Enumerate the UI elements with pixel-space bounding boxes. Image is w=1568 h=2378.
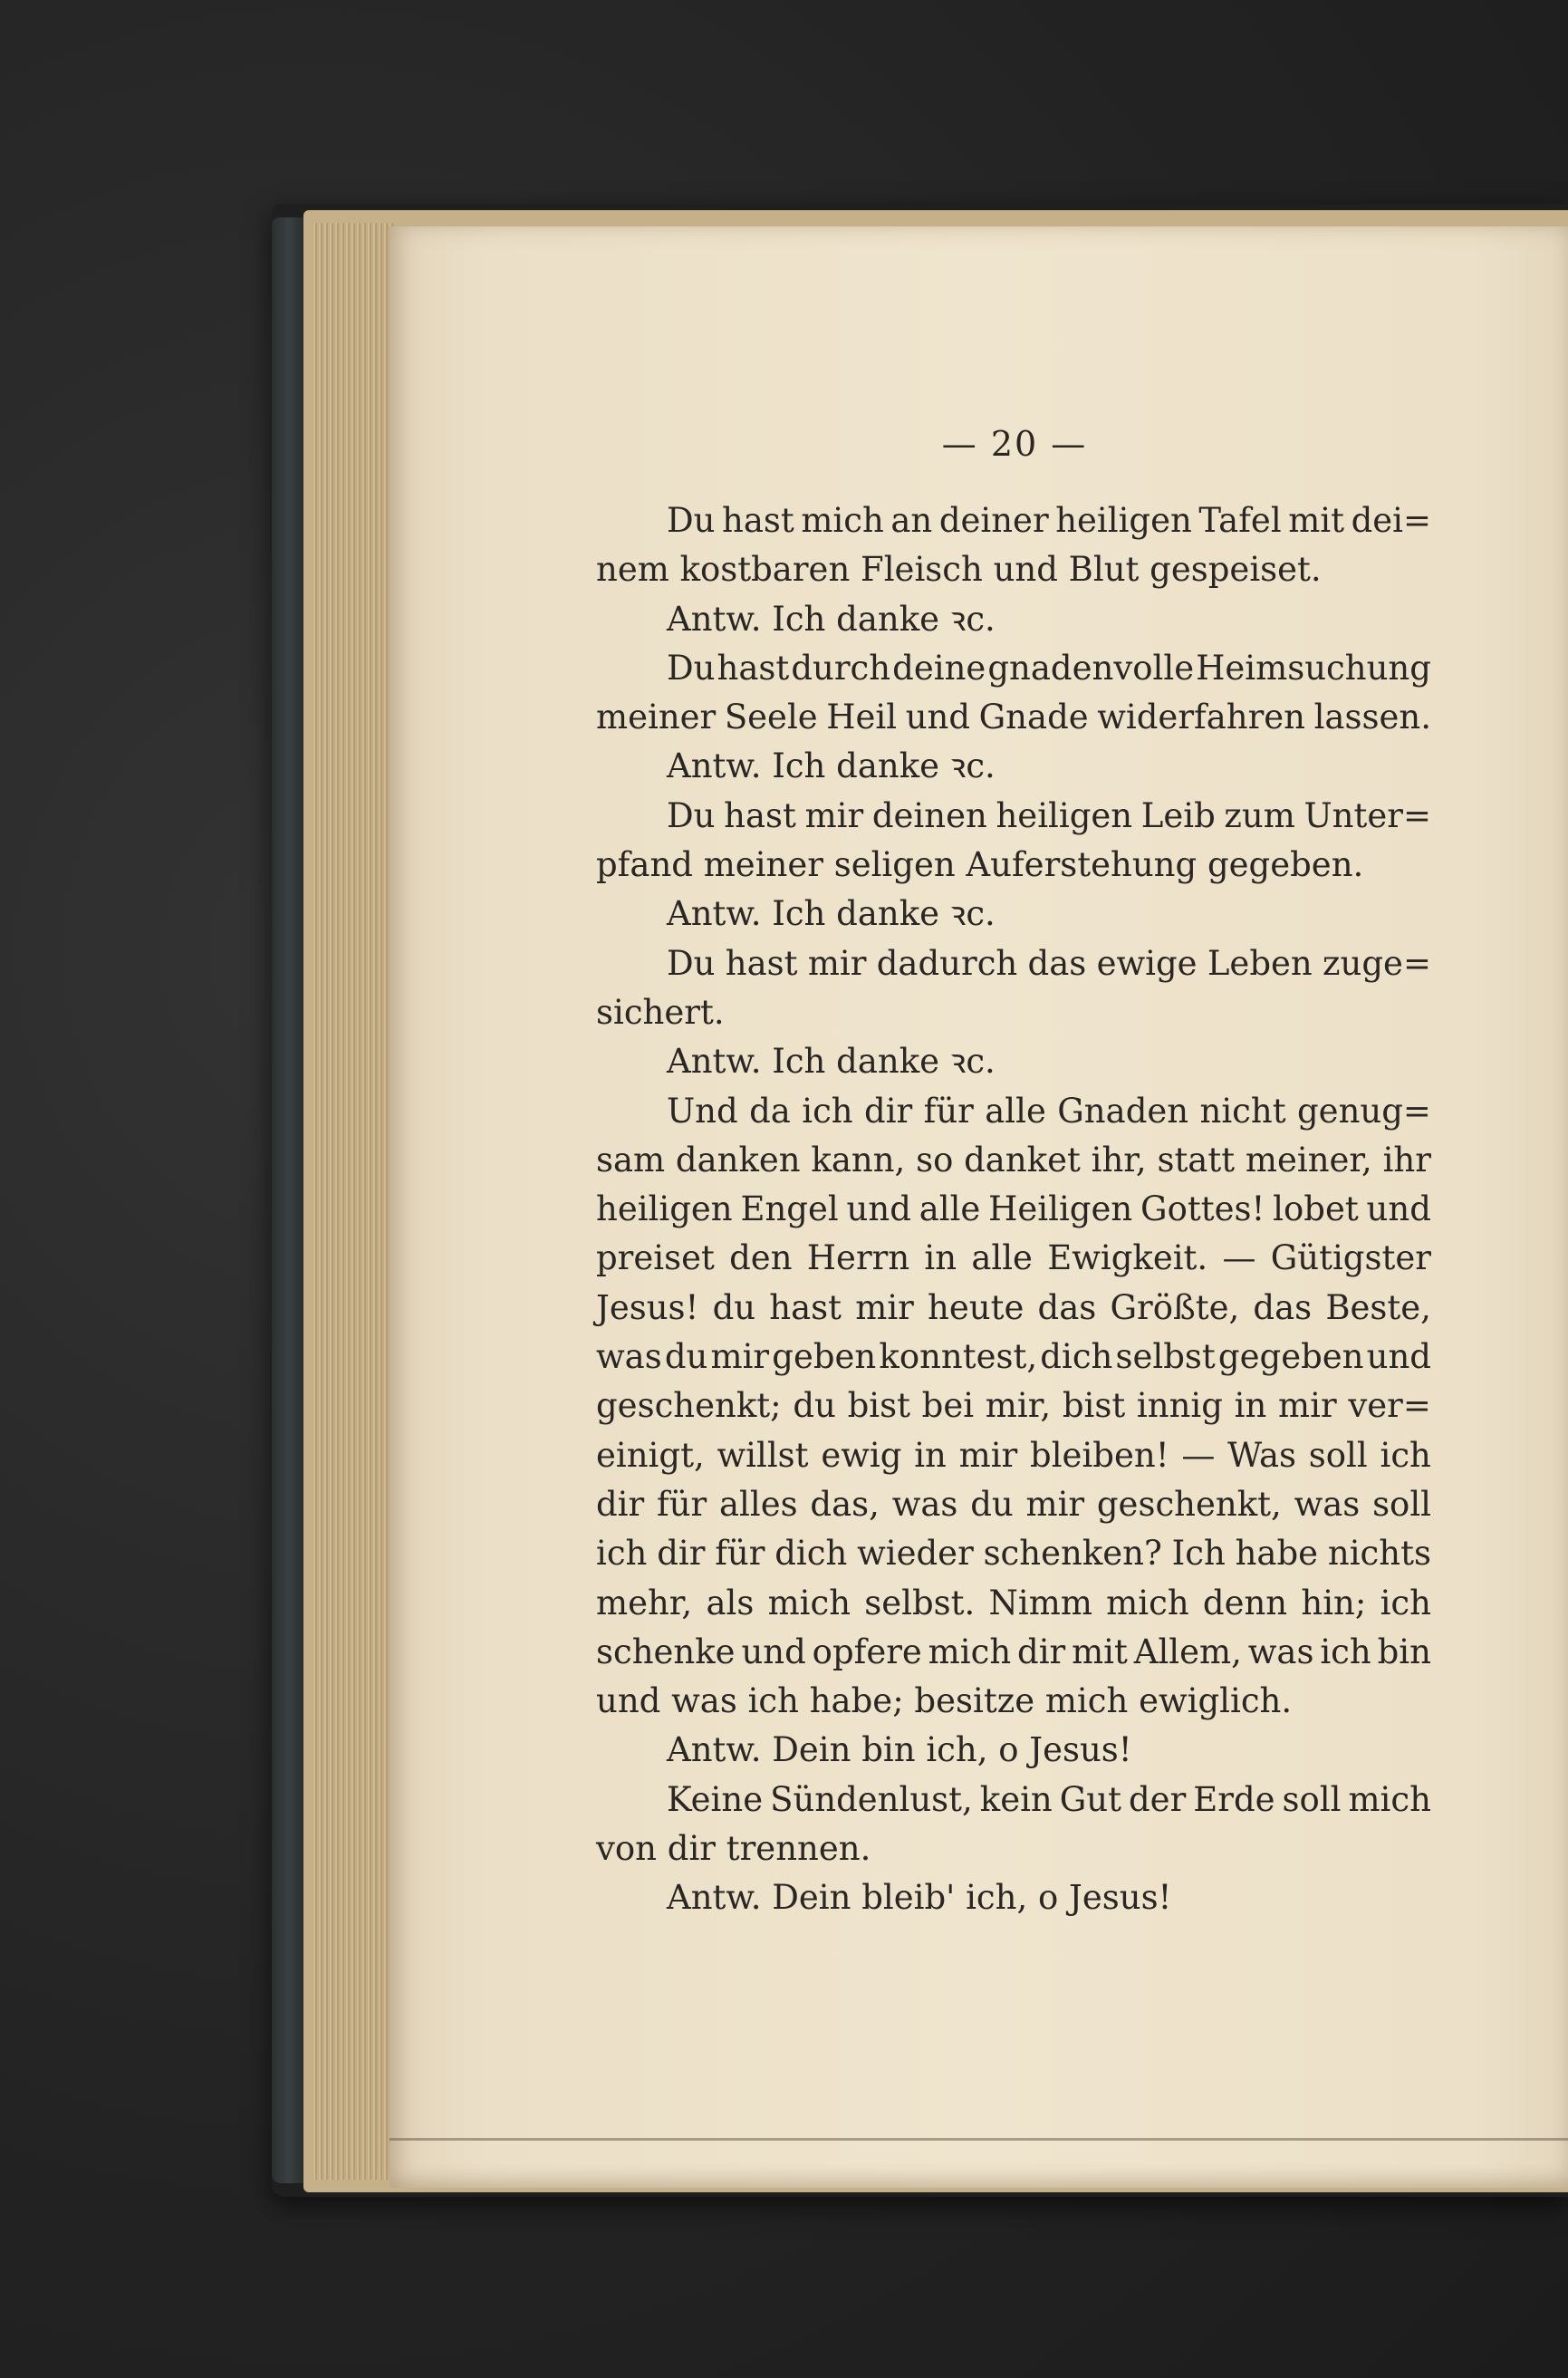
word: Jesus! — [596, 1287, 699, 1327]
word: Allem, — [1133, 1632, 1242, 1671]
word: hast — [725, 943, 798, 983]
text-line: pfand meiner seligen Auferstehung gegeben. — [596, 845, 1364, 885]
page-edges — [313, 223, 394, 2180]
word: für — [923, 1091, 974, 1131]
word: das — [1037, 1287, 1097, 1327]
word: mich — [801, 501, 884, 540]
word: ich — [1380, 1583, 1431, 1622]
word: der — [1129, 1779, 1187, 1819]
word: heiligen — [596, 1189, 733, 1229]
word: selbst — [1115, 1337, 1216, 1377]
word: willst — [717, 1435, 809, 1475]
word: mir, — [985, 1386, 1052, 1426]
word: Engel — [740, 1189, 839, 1229]
word: widerfahren — [1097, 698, 1306, 737]
word: zum — [1224, 795, 1295, 835]
text-line — [596, 1382, 1431, 1430]
word: in — [1234, 1386, 1267, 1426]
word: ihr — [1382, 1140, 1431, 1179]
text-line — [596, 1579, 1431, 1628]
word: deine — [892, 648, 986, 688]
word: mir — [855, 1287, 914, 1327]
word: Gnaden — [1057, 1091, 1189, 1131]
word: und — [905, 698, 971, 737]
word: deinen — [871, 795, 987, 835]
word: Gnade — [978, 698, 1089, 737]
text-line: Antw. Ich danke ꝛc. — [667, 599, 996, 639]
word: du — [712, 1287, 756, 1327]
book-cover-edge — [272, 217, 306, 2183]
word: einigt, — [596, 1435, 705, 1475]
word: gnadenvolle — [987, 648, 1195, 688]
text-line — [596, 939, 1431, 988]
word: soll — [1372, 1484, 1431, 1524]
word: Unter= — [1303, 795, 1431, 835]
word: du — [664, 1337, 708, 1377]
word: opfere — [812, 1632, 922, 1671]
word: Größte, — [1110, 1287, 1240, 1327]
word: ich — [802, 1091, 853, 1131]
text-line — [596, 1333, 1431, 1382]
word: mir — [958, 1435, 1018, 1475]
word: konntest, — [879, 1337, 1038, 1377]
text-line — [596, 693, 1431, 742]
word: Beste, — [1325, 1287, 1431, 1327]
word: in — [924, 1238, 957, 1278]
word: was — [891, 1484, 958, 1524]
word: und — [741, 1632, 806, 1671]
text-line — [596, 1284, 1431, 1333]
word: denn — [1202, 1583, 1288, 1622]
word: alle — [985, 1091, 1046, 1131]
word: nichts — [1327, 1534, 1431, 1574]
word: alles — [719, 1484, 798, 1524]
text-line — [596, 1776, 1431, 1824]
word: Du — [667, 648, 716, 688]
word: heute — [928, 1287, 1024, 1327]
word: das — [1027, 943, 1087, 983]
word: und — [1366, 1189, 1431, 1229]
word: soll — [1308, 1435, 1368, 1475]
word: hast — [722, 501, 794, 540]
word: geschenkt; — [596, 1386, 782, 1426]
word: kann, — [811, 1140, 906, 1179]
word: das, — [810, 1484, 880, 1524]
word: Was — [1227, 1435, 1296, 1475]
word: innig — [1136, 1386, 1223, 1426]
word: für — [657, 1484, 707, 1524]
word: lobet — [1273, 1189, 1359, 1229]
word: Ewigkeit. — [1047, 1238, 1208, 1278]
word: ich — [1380, 1435, 1431, 1475]
word: da — [749, 1091, 791, 1131]
word: ver= — [1348, 1386, 1431, 1426]
word: mich — [928, 1632, 1012, 1671]
text-line — [596, 644, 1431, 693]
word: Du — [667, 795, 716, 835]
word: sam — [596, 1140, 666, 1179]
word: Heil — [826, 698, 898, 737]
text-line — [596, 1087, 1431, 1136]
word: dadurch — [876, 943, 1018, 983]
word: bist — [847, 1386, 910, 1426]
text-line: und was ich habe; besitze mich ewiglich. — [596, 1681, 1293, 1721]
word: geben — [772, 1337, 877, 1377]
word: bleiben! — [1030, 1435, 1169, 1475]
word: hast — [717, 648, 790, 688]
word: Keine — [667, 1779, 764, 1819]
word: Herrn — [806, 1238, 910, 1278]
word: zuge= — [1323, 943, 1431, 983]
word: habe — [1235, 1534, 1319, 1574]
word: was — [1247, 1632, 1314, 1671]
word: Und — [667, 1091, 738, 1131]
word: dir — [657, 1534, 706, 1574]
page-text — [596, 496, 1431, 1923]
word: alle — [919, 1189, 981, 1229]
text-line — [596, 1234, 1431, 1283]
page-bottom-edge — [390, 2138, 1568, 2148]
word: dich — [774, 1534, 848, 1574]
word: hin; — [1301, 1583, 1367, 1622]
word: ihr, — [1091, 1140, 1147, 1179]
text-line — [596, 496, 1431, 545]
word: den — [729, 1238, 793, 1278]
text-line: Antw. Ich danke ꝛc. — [667, 1042, 996, 1082]
word: dir — [596, 1484, 645, 1524]
word: so — [916, 1140, 954, 1179]
text-line: sichert. — [596, 992, 725, 1032]
word: mehr, — [596, 1583, 693, 1622]
word: bei — [921, 1386, 975, 1426]
word: ich — [596, 1534, 648, 1574]
word: wieder — [857, 1534, 974, 1574]
word: mich — [1348, 1779, 1431, 1819]
word: Gut — [1059, 1779, 1122, 1819]
text-line: von dir trennen. — [596, 1829, 871, 1869]
word: schenken? — [983, 1534, 1162, 1574]
word: dir — [1017, 1632, 1066, 1671]
word: dich — [1040, 1337, 1113, 1377]
text-line: Antw. Ich danke ꝛc. — [667, 894, 996, 934]
word: selbst. — [864, 1583, 976, 1622]
word: — — [1181, 1435, 1216, 1475]
word: an — [890, 501, 933, 540]
word: dir — [864, 1091, 913, 1131]
word: Leib — [1140, 795, 1216, 835]
text-line: Antw. Ich danke ꝛc. — [667, 746, 996, 786]
text-line — [596, 1529, 1431, 1578]
word: ewig — [821, 1435, 902, 1475]
word: als — [706, 1583, 755, 1622]
word: mit — [1072, 1632, 1128, 1671]
word: du — [970, 1484, 1014, 1524]
word: mich — [767, 1583, 851, 1622]
word: was — [1294, 1484, 1361, 1524]
word: deiner — [938, 501, 1049, 540]
text-line — [596, 1185, 1431, 1234]
word: und — [846, 1189, 911, 1229]
word: soll — [1282, 1779, 1342, 1819]
word: schenke — [596, 1632, 736, 1671]
word: — — [1222, 1238, 1256, 1278]
word: Heimsuchung — [1196, 648, 1431, 688]
word: danken — [675, 1140, 801, 1179]
word: Leben — [1207, 943, 1313, 983]
text-line: nem kostbaren Fleisch und Blut gespeiset. — [596, 550, 1322, 590]
page-number-header: — 20 — — [941, 424, 1088, 464]
word: dei= — [1351, 501, 1431, 540]
word: kein — [979, 1779, 1053, 1819]
word: bist — [1062, 1386, 1126, 1426]
word: mir — [1025, 1484, 1085, 1524]
word: Erde — [1193, 1779, 1275, 1819]
word: Sündenlust, — [770, 1779, 973, 1819]
word: heiligen — [1055, 501, 1192, 540]
word: gegeben — [1217, 1337, 1364, 1377]
word: mich — [1106, 1583, 1189, 1622]
word: bin — [1377, 1632, 1431, 1671]
word: ich — [1320, 1632, 1371, 1671]
word: lassen. — [1313, 698, 1431, 737]
word: meiner — [596, 698, 717, 737]
word: Nimm — [988, 1583, 1092, 1622]
text-line: Antw. Dein bleib' ich, o Jesus! — [667, 1878, 1172, 1918]
text-line — [596, 1431, 1431, 1480]
word: mir — [1278, 1386, 1337, 1426]
word: das — [1253, 1287, 1313, 1327]
word: statt — [1157, 1140, 1236, 1179]
word: geschenkt, — [1096, 1484, 1282, 1524]
word: heiligen — [996, 795, 1133, 835]
text-line — [596, 1480, 1431, 1529]
word: Heiligen — [988, 1189, 1133, 1229]
word: Seele — [724, 698, 818, 737]
word: in — [914, 1435, 947, 1475]
word: durch — [791, 648, 891, 688]
word: hast — [769, 1287, 842, 1327]
word: Du — [667, 501, 716, 540]
word: mir — [710, 1337, 770, 1377]
word: hast — [724, 795, 796, 835]
word: alle — [971, 1238, 1033, 1278]
word: meiner, — [1245, 1140, 1372, 1179]
text-line — [596, 1628, 1431, 1677]
word: mit — [1288, 501, 1345, 540]
word: und — [1366, 1337, 1431, 1377]
word: Ich — [1171, 1534, 1226, 1574]
word: was — [596, 1337, 662, 1377]
word: ewige — [1096, 943, 1198, 983]
word: danket — [964, 1140, 1081, 1179]
text-line — [596, 1136, 1431, 1185]
word: Gottes! — [1140, 1189, 1265, 1229]
word: du — [793, 1386, 836, 1426]
word: Gütigster — [1270, 1238, 1431, 1278]
text-line — [596, 792, 1431, 841]
word: genug= — [1296, 1091, 1431, 1131]
text-line: Antw. Dein bin ich, o Jesus! — [667, 1730, 1132, 1770]
word: nicht — [1199, 1091, 1286, 1131]
word: Du — [667, 943, 716, 983]
word: mir — [807, 943, 867, 983]
word: Tafel — [1198, 501, 1282, 540]
word: mir — [804, 795, 864, 835]
word: preiset — [596, 1238, 715, 1278]
word: für — [715, 1534, 765, 1574]
